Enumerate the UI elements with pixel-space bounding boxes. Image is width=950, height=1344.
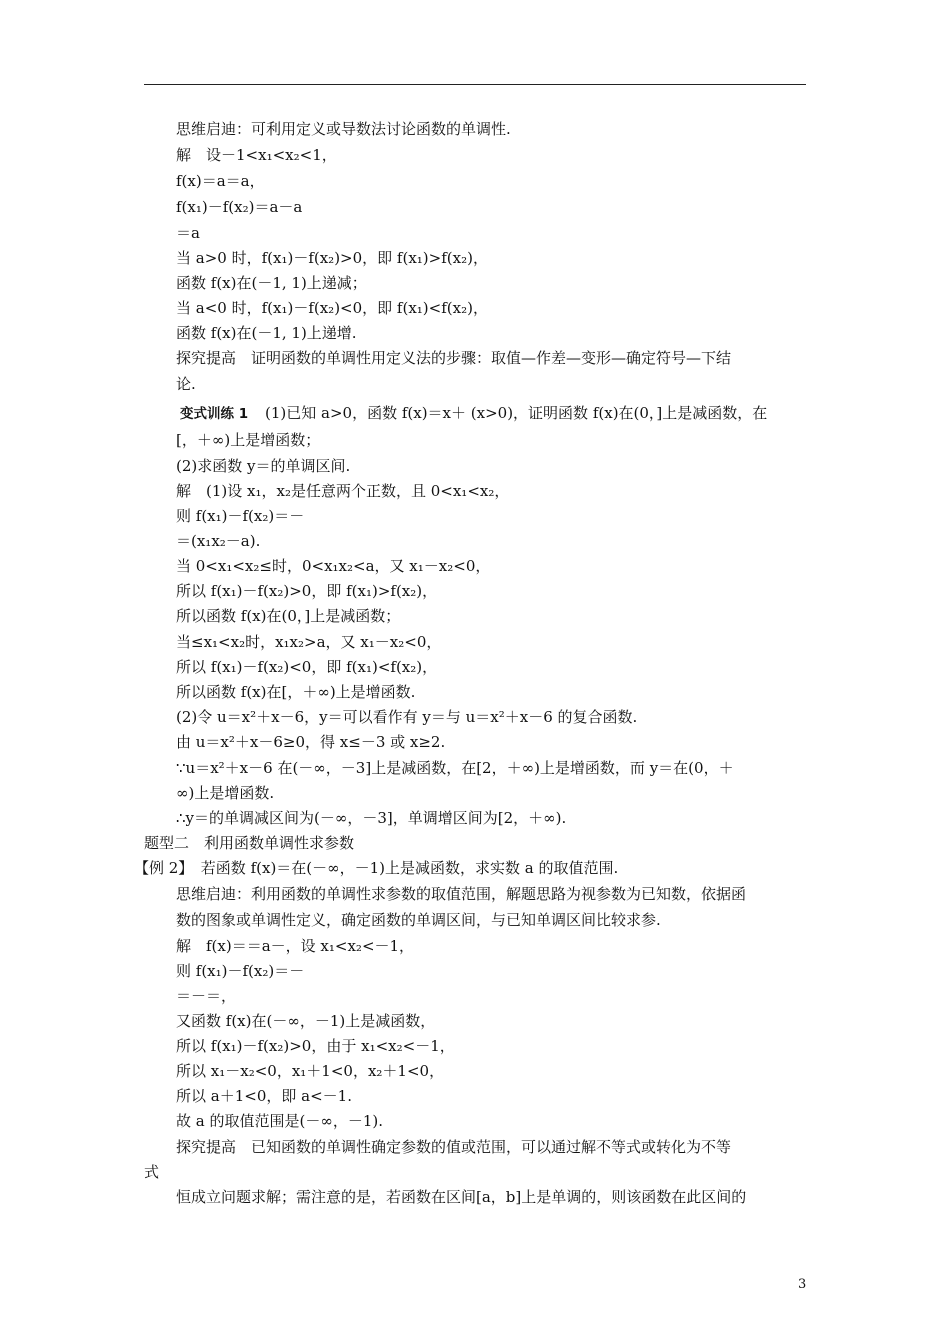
- text-line: 数的图象或单调性定义，确定函数的单调区间，与已知单调区间比较求参.: [176, 911, 661, 929]
- text-line: 探究提高 证明函数的单调性用定义法的步骤：取值—作差—变形—确定符号—下结: [176, 349, 732, 367]
- text-line: 所以 f(x₁)－f(x₂)>0，由于 x₁<x₂<－1，: [176, 1037, 455, 1055]
- text-line: 当 a<0 时，f(x₁)－f(x₂)<0，即 f(x₁)<f(x₂)，: [176, 299, 488, 317]
- text-line: 所以 f(x₁)－f(x₂)<0，即 f(x₁)<f(x₂)，: [176, 658, 438, 676]
- text-line: 解 (1)设 x₁，x₂是任意两个正数，且 0<x₁<x₂，: [176, 482, 510, 500]
- text-line: 所以 f(x₁)－f(x₂)>0，即 f(x₁)>f(x₂)，: [176, 582, 438, 600]
- text-line: ＝a: [176, 224, 200, 242]
- text-line: ＝－＝，: [176, 987, 237, 1005]
- text-line: ∵u＝x²＋x－6 在(－∞，－3]上是减函数，在[2，＋∞)上是增函数，而 y＝在(0，＋: [176, 759, 734, 777]
- text-line: 又函数 f(x)在(－∞，－1)上是减函数，: [176, 1012, 436, 1030]
- page-number: 3: [798, 1277, 807, 1292]
- text-line: 论.: [176, 375, 196, 393]
- header-rule: [144, 84, 806, 85]
- text-line: 思维启迪：利用函数的单调性求参数的取值范围，解题思路为视参数为已知数，依据函: [176, 885, 747, 903]
- text-line: (2)令 u＝x²＋x－6，y＝可以看作有 y＝与 u＝x²＋x－6 的复合函数.: [176, 708, 638, 726]
- text-line: ∞)上是增函数.: [176, 784, 275, 802]
- text-line: ∴y＝的单调减区间为(－∞，－3]，单调增区间为[2，＋∞).: [176, 809, 567, 827]
- text-line: 所以 a＋1<0，即 a<－1.: [176, 1087, 352, 1105]
- text-line: 探究提高 已知函数的单调性确定参数的值或范围，可以通过解不等式或转化为不等: [176, 1138, 732, 1156]
- text-line: (2)求函数 y＝的单调区间.: [176, 457, 351, 475]
- text-line: 恒成立问题求解；需注意的是，若函数在区间[a，b]上是单调的，则该函数在此区间的: [176, 1188, 747, 1206]
- exercise-heading: 变式训练 1: [180, 406, 249, 422]
- text-line: 当≤x₁<x₂时，x₁x₂>a，又 x₁－x₂<0，: [176, 633, 442, 651]
- text-line: 当 0<x₁<x₂≤时，0<x₁x₂<a，又 x₁－x₂<0，: [176, 557, 491, 575]
- text-line: 当 a>0 时，f(x₁)－f(x₂)>0，即 f(x₁)>f(x₂)，: [176, 249, 488, 267]
- text-line: f(x₁)－f(x₂)＝a－a: [176, 198, 303, 216]
- section-heading: 题型二 利用函数单调性求参数: [144, 834, 355, 852]
- text-line: 函数 f(x)在(－1, 1)上递增.: [176, 324, 357, 342]
- text-line: ＝(x₁x₂－a).: [176, 532, 261, 550]
- text-line: 思维启迪：可利用定义或导数法讨论函数的单调性.: [176, 120, 511, 138]
- text-line: 式: [144, 1163, 160, 1181]
- text-line: (1)已知 a>0，函数 f(x)＝x＋ (x>0)，证明函数 f(x)在(0，]上是减函数，在: [265, 404, 768, 422]
- text-line: [，＋∞)上是增函数；: [176, 431, 321, 449]
- text-line: 解 f(x)＝＝a－，设 x₁<x₂<－1，: [176, 937, 415, 955]
- text-line: f(x)＝a＝a，: [176, 172, 265, 190]
- text-line: 故 a 的取值范围是(－∞，－1).: [176, 1112, 383, 1130]
- text-line: 所以 x₁－x₂<0，x₁＋1<0，x₂＋1<0，: [176, 1062, 445, 1080]
- text-line: 函数 f(x)在(－1, 1)上递减；: [176, 274, 367, 292]
- text-line: 解 设－1<x₁<x₂<1，: [176, 146, 337, 164]
- text-line: 所以函数 f(x)在[，＋∞)上是增函数.: [176, 683, 416, 701]
- text-line: 所以函数 f(x)在(0，]上是减函数；: [176, 607, 401, 625]
- example-heading: 【例 2】 若函数 f(x)＝在(－∞，－1)上是减函数，求实数 a 的取值范围.: [134, 859, 619, 877]
- text-line: 则 f(x₁)－f(x₂)＝－: [176, 962, 305, 980]
- text-line: 则 f(x₁)－f(x₂)＝－: [176, 507, 305, 525]
- text-line: 由 u＝x²＋x－6≥0，得 x≤－3 或 x≥2.: [176, 733, 446, 751]
